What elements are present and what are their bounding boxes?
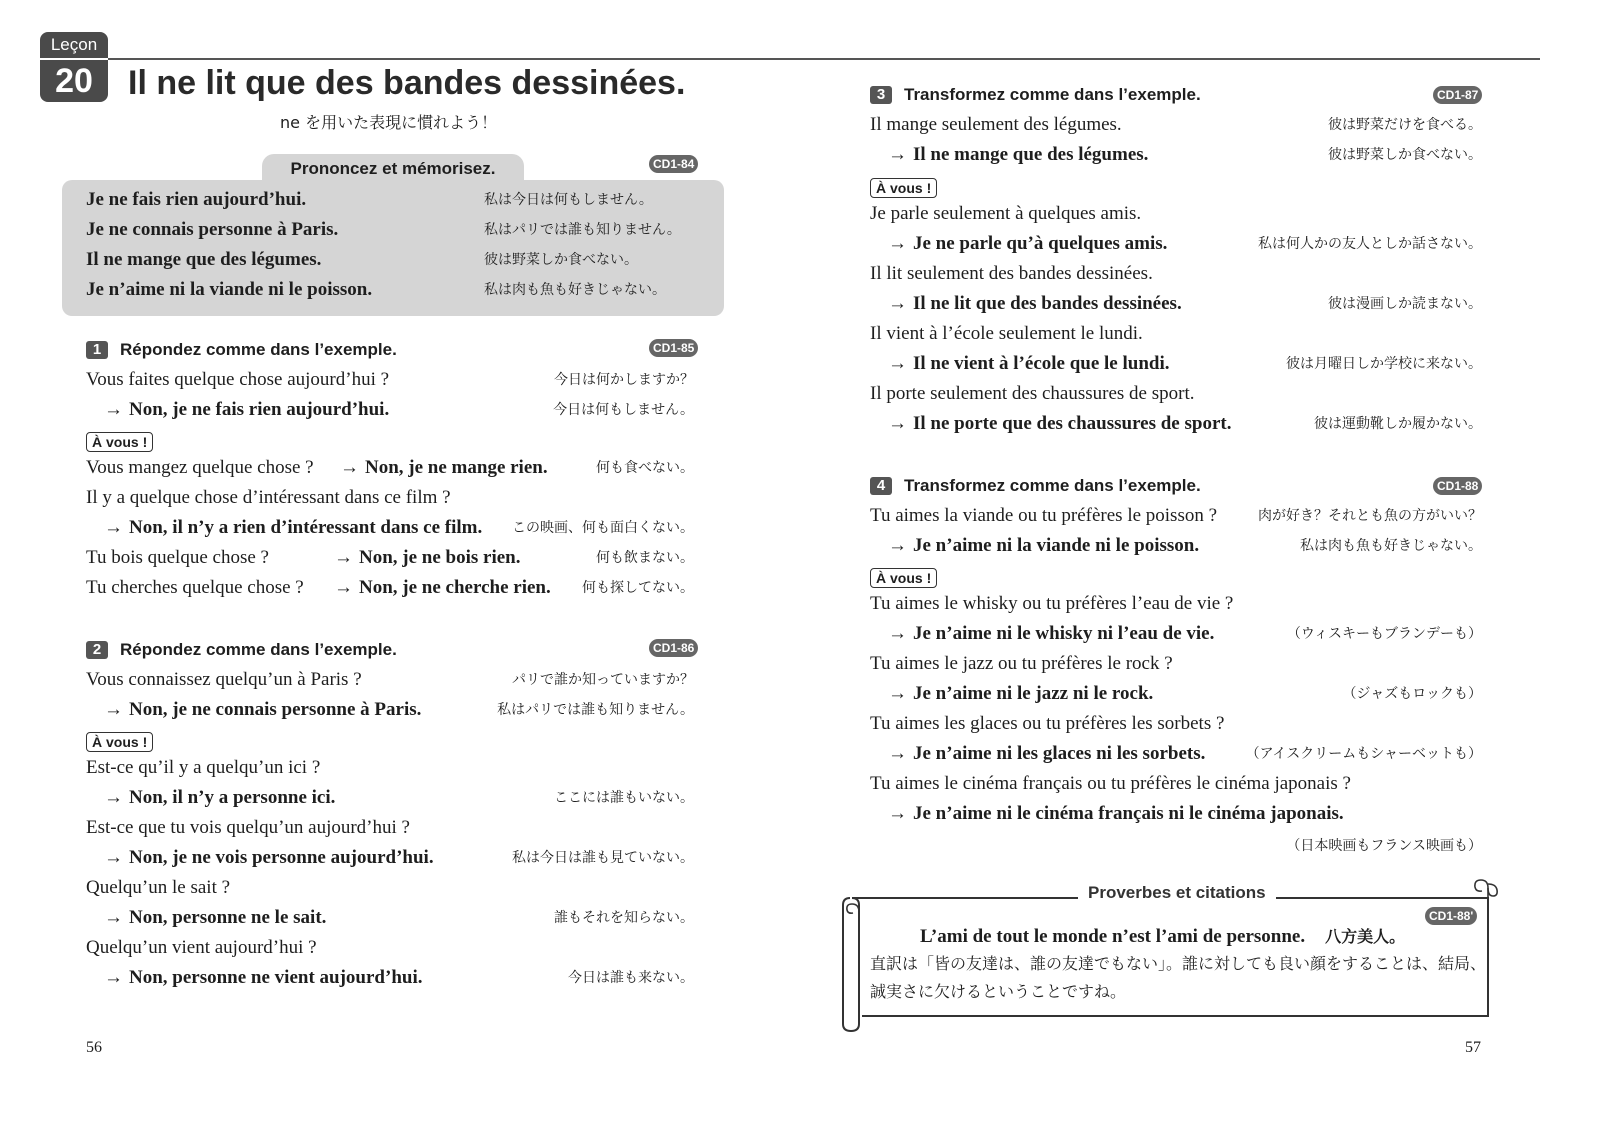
translation: 私は肉も魚も好きじゃない。 [1300,538,1482,554]
question: Tu aimes la viande ou tu préfères le poisson ? [870,505,1218,526]
answer: → Non, je ne cherche rien. [334,577,551,598]
a-vous-label: À vous ! [870,178,937,198]
proverb-quote-jp: 八方美人。 [1325,927,1406,946]
question: Est-ce que tu vois quelqu’un aujourd’hui ? [86,817,410,838]
exercise-3-title: 3 Transformez comme dans l’exemple. [870,84,1201,106]
translation: この映画、何も面白くない。 [512,520,694,536]
question: Tu aimes les glaces ou tu préfères les sorbets ? [870,713,1225,734]
arrow-icon: → [888,535,907,556]
pronounce-fr: Je ne connais personne à Paris. [86,219,339,240]
translation: （ウィスキーもブランデーも） [1286,626,1482,642]
pronounce-jp: 私は肉も魚も好きじゃない。 [484,282,666,298]
answer: → Non, je ne connais personne à Paris. [104,699,422,720]
arrow-icon: → [104,907,123,928]
answer: → Je ne parle qu’à quelques amis. [888,233,1168,254]
arrow-icon: → [888,353,907,374]
arrow-icon: → [104,699,123,720]
arrow-icon: → [888,233,907,254]
cd-badge[interactable]: CD1-88' [1425,907,1477,925]
translation: パリで誰か知っていますか？ [512,672,694,688]
question: Il y a quelque chose d’intéressant dans ce film ? [86,487,451,508]
translation: 何も飲まない。 [596,550,694,566]
translation: 今日は何もしません。 [553,402,694,418]
exercise-1-title: 1 Répondez comme dans l’exemple. [86,339,397,361]
arrow-icon: → [888,683,907,704]
answer: → Il ne mange que des légumes. [888,144,1149,165]
translation: 彼は野菜しか食べない。 [1328,147,1482,163]
cd-badge[interactable]: CD1-87 [1433,86,1482,104]
question: Vous mangez quelque chose ? [86,457,314,478]
proverb-note: 直訳は「皆の友達は、誰の友達でもない」。誰に対しても良い顔をすることは、結局、 [870,954,1487,973]
arrow-icon: → [104,787,123,808]
translation: 何も探してない。 [582,580,694,596]
answer: → Non, je ne mange rien. [340,457,548,478]
arrow-icon: → [104,399,123,420]
question: Tu bois quelque chose ? [86,547,269,568]
answer: → Non, il n’y a personne ici. [104,787,336,808]
cd-badge[interactable]: CD1-86 [649,639,698,657]
page-title: Il ne lit que des bandes dessinées. [128,64,686,102]
answer: → Je n’aime ni le whisky ni l’eau de vie. [888,623,1215,644]
subtitle: ne を用いた表現に慣れよう！ [280,113,498,132]
arrow-icon: → [888,144,907,165]
arrow-icon: → [104,967,123,988]
pronounce-tab-label: Prononcez et mémorisez. [290,159,496,178]
arrow-icon: → [888,743,907,764]
translation: 何も食べない。 [596,460,694,476]
translation: （ジャズもロックも） [1342,686,1482,702]
question: Tu aimes le jazz ou tu préfères le rock ? [870,653,1173,674]
exercise-number: 2 [86,641,108,659]
exercise-number: 3 [870,86,892,104]
question: Quelqu’un le sait ? [86,877,231,898]
lesson-badge [40,32,108,102]
arrow-icon: → [334,547,353,568]
answer: → Je n’aime ni les glaces ni les sorbets. [888,743,1206,764]
pronounce-jp: 私はパリでは誰も知りません。 [484,222,681,238]
a-vous-label: À vous ! [86,732,153,752]
a-vous-label: À vous ! [86,432,153,452]
arrow-icon: → [888,803,907,824]
pronounce-jp: 彼は野菜しか食べない。 [484,252,638,268]
answer: → Non, je ne vois personne aujourd’hui. [104,847,434,868]
page-number-left: 56 [86,1039,102,1056]
exercise-number: 1 [86,341,108,359]
answer: → Je n’aime ni le cinéma français ni le cinéma japonais. [888,803,1344,824]
question: Il mange seulement des légumes. [870,114,1122,135]
page-number-right: 57 [1465,1039,1481,1056]
lesson-number: 20 [55,62,93,100]
translation: 私はパリでは誰も知りません。 [497,702,694,718]
question: Il porte seulement des chaussures de sport. [870,383,1195,404]
translation: （日本映画もフランス映画も） [1286,838,1482,854]
arrow-icon: → [888,413,907,434]
question: Quelqu’un vient aujourd’hui ? [86,937,317,958]
pronounce-fr: Je n’aime ni la viande ni le poisson. [86,279,373,300]
pronounce-fr: Il ne mange que des légumes. [86,249,322,270]
translation: 今日は何かしますか？ [554,372,694,388]
question: Il lit seulement des bandes dessinées. [870,263,1153,284]
translation: 肉が好き？それとも魚の方がいい？ [1258,508,1482,524]
answer: → Il ne vient à l’école que le lundi. [888,353,1170,374]
answer: → Je n’aime ni la viande ni le poisson. [888,535,1200,556]
arrow-icon: → [888,293,907,314]
question: Il vient à l’école seulement le lundi. [870,323,1143,344]
translation: 彼は漫画しか読まない。 [1328,296,1482,312]
answer: → Non, personne ne vient aujourd’hui. [104,967,423,988]
arrow-icon: → [340,457,359,478]
question: Vous connaissez quelqu’un à Paris ? [86,669,362,690]
exercise-number: 4 [870,477,892,495]
translation: ここには誰もいない。 [554,790,694,806]
pronounce-jp: 私は今日は何もしません。 [484,192,653,208]
arrow-icon: → [334,577,353,598]
question: Est-ce qu’il y a quelqu’un ici ? [86,757,321,778]
translation: 私は今日は誰も見ていない。 [512,850,694,866]
answer: → Non, il n’y a rien d’intéressant dans ce film. [104,517,483,538]
proverb-quote: L’ami de tout le monde n’est l’ami de personne. 八方美人。 [920,926,1406,947]
question: Vous faites quelque chose aujourd’hui ? [86,369,390,390]
translation: 彼は運動靴しか履かない。 [1314,416,1482,432]
answer: → Je n’aime ni le jazz ni le rock. [888,683,1154,704]
translation: 彼は月曜日しか学校に来ない。 [1286,356,1482,372]
translation: 彼は野菜だけを食べる。 [1328,117,1482,133]
cd-badge[interactable]: CD1-88 [1433,477,1482,495]
translation: 私は何人かの友人としか話さない。 [1258,236,1482,252]
translation: （アイスクリームもシャーベットも） [1245,746,1482,762]
question: Tu aimes le cinéma français ou tu préfères le cinéma japonais ? [870,773,1351,794]
lesson-label: Leçon [40,32,108,60]
pronounce-fr: Je ne fais rien aujourd’hui. [86,189,307,210]
question: Tu aimes le whisky ou tu préfères l’eau de vie ? [870,593,1234,614]
arrow-icon: → [104,847,123,868]
cd-badge[interactable]: CD1-85 [649,339,698,357]
proverb-note: 誠実さに欠けるということですね。 [870,982,1127,1001]
cd-badge[interactable]: CD1-84 [649,155,698,173]
top-rule [108,58,1540,60]
arrow-icon: → [888,623,907,644]
proverb-heading: Proverbes et citations [1078,882,1276,904]
a-vous-label: À vous ! [870,568,937,588]
question: Je parle seulement à quelques amis. [870,203,1142,224]
translation: 今日は誰も来ない。 [568,970,694,986]
translation: 誰もそれを知らない。 [554,910,694,926]
answer: → Il ne porte que des chaussures de sport. [888,413,1232,434]
answer: → Non, je ne fais rien aujourd’hui. [104,399,390,420]
answer: → Non, je ne bois rien. [334,547,521,568]
exercise-4-title: 4 Transformez comme dans l’exemple. [870,475,1201,497]
answer: → Il ne lit que des bandes dessinées. [888,293,1182,314]
exercise-2-title: 2 Répondez comme dans l’exemple. [86,639,397,661]
arrow-icon: → [104,517,123,538]
question: Tu cherches quelque chose ? [86,577,304,598]
answer: → Non, personne ne le sait. [104,907,327,928]
